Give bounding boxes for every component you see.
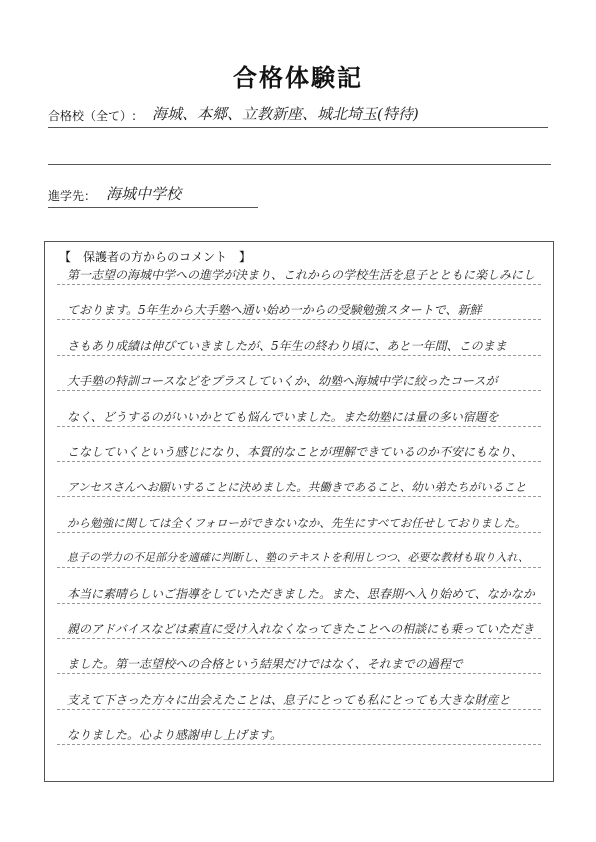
comment-rule — [57, 744, 541, 745]
comment-rule — [57, 603, 541, 604]
comment-text-line: ております。5年生から大手塾へ通い始め一からの受験勉強スタートで、新鮮 — [67, 303, 482, 318]
schools-label: 合格校（全て）: — [48, 109, 137, 123]
comment-box — [44, 241, 554, 782]
destination-value: 海城中学校 — [106, 185, 182, 203]
comment-text-line: なく、どうするのがいいかとても悩んでいました。また幼塾には量の多い宿題を — [67, 409, 499, 424]
blank-line — [48, 164, 551, 165]
comment-rule — [57, 567, 541, 568]
comment-text-line: アンセスさんへお願いすることに決めました。共働きであること、幼い弟たちがいること — [67, 480, 527, 495]
destination-label: 進学先： — [48, 189, 97, 203]
comment-rule — [57, 426, 541, 427]
comment-rule — [57, 355, 541, 356]
comment-text-line: から勉強に関しては全くフォローができないなか、先生にすべてお任せしておりました。 — [67, 515, 527, 530]
comment-rule — [57, 638, 541, 639]
comment-rule — [57, 390, 541, 391]
schools-row — [48, 104, 548, 128]
comment-text-line: 本当に素晴らしいご指導をしていただきました。また、思春期へ入り始めて、なかなか — [67, 586, 535, 601]
comment-rule — [57, 284, 541, 285]
comment-rule — [57, 709, 541, 710]
comment-text-line: 親のアドバイスなどは素直に受け入れなくなってきたことへの相談にも乗っていただき — [67, 622, 535, 636]
comment-rule — [57, 319, 541, 320]
schools-underline — [48, 127, 548, 128]
comment-text-line: 息子の学力の不足部分を適確に判断し、塾のテキストを利用しつつ、必要な教材も取り入れ、 — [67, 551, 529, 565]
schools-value: 海城、本郷、立教新座、城北埼玉(特待) — [152, 105, 419, 123]
comment-text-line: 支えて下さった方々に出会えたことは、息子にとっても私にとっても大きな財産と — [67, 692, 511, 707]
comment-rule — [57, 673, 541, 674]
comment-text-line: 第一志望の海城中学への進学が決まり、これからの学校生活を息子とともに楽しみにし — [67, 268, 536, 282]
page-title: 合格体験記 — [233, 64, 363, 92]
destination-row — [48, 184, 258, 208]
destination-underline — [48, 207, 258, 208]
comment-text-line: さもあり成績は伸びていきましたが、5年生の終わり頃に、あと一年間、このまま — [67, 338, 507, 353]
comment-header: 【 保護者の方からのコメント 】 — [59, 250, 252, 264]
comment-text-line: こなしていくという感じになり、本質的なことが理解できているのか不安にもなり、 — [67, 445, 524, 459]
comment-text-line: ました。第一志望校への合格という結果だけではなく、それまでの過程で — [67, 657, 463, 672]
comment-text-line: なりました。心より感謝申し上げます。 — [67, 728, 283, 743]
comment-text-line: 大手塾の特訓コースなどをプラスしていくか、幼塾へ海城中学に絞ったコースが — [67, 374, 498, 389]
comment-rule — [57, 532, 541, 533]
comment-rule — [57, 496, 541, 497]
comment-rule — [57, 461, 541, 462]
